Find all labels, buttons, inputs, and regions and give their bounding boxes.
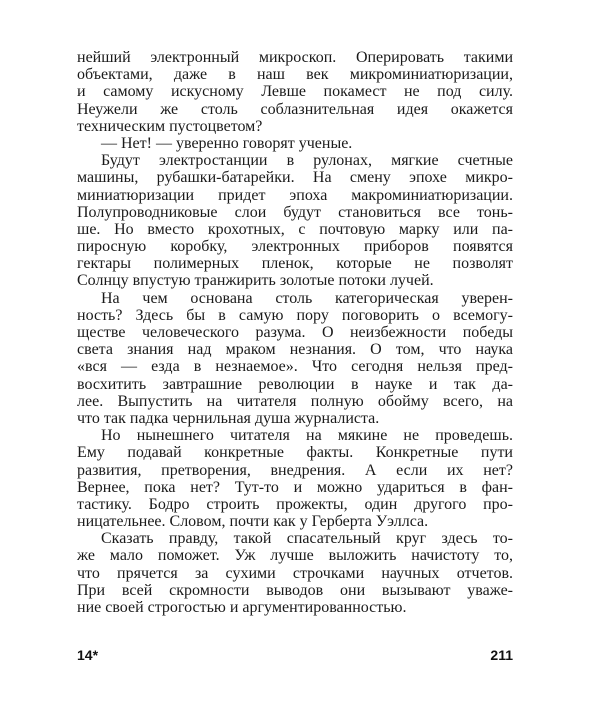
text-line: техническим пустоцветом? xyxy=(77,117,263,135)
text-line: лее. Выпустить на читателя полную обойму всего, на xyxy=(77,392,513,410)
text-line: «вся — езда в незнаемое». Что сегодня нельзя пред- xyxy=(77,358,513,376)
text-line: объектами, даже в наш век микроминиатюризации, xyxy=(77,66,513,84)
text-line: ние своей строгостью и аргументированностью. xyxy=(77,599,407,616)
text-line: тастику. Бодро строить прожекты, один другого про- xyxy=(77,495,513,513)
text-line: Сказать правду, такой спасательный круг здесь то- xyxy=(101,530,513,548)
text-line: пиросную коробку, электронных приборов появятся xyxy=(77,238,513,256)
text-line: Но нынешнего читателя на мякине не проведешь. xyxy=(101,427,513,445)
text-line: и самому искусному Левше покамест не под силу. xyxy=(77,83,513,101)
text-line: Полупроводниковые слои будут становиться все тонь- xyxy=(77,203,513,221)
text-line: нейший электронный микроскоп. Оперировать такими xyxy=(77,49,513,66)
text-line: На чем основана столь категорическая уверен- xyxy=(101,289,513,307)
text-line: миниатюризации придет эпоха макроминиатюризации. xyxy=(77,186,513,204)
text-line: же мало поможет. Уж лучше выложить начистоту то, xyxy=(77,547,513,565)
text-line: ществе человеческого разума. О неизбежности победы xyxy=(77,324,513,341)
text-line: При всей скромности выводов они вызывают уваже- xyxy=(77,581,513,599)
text-line: ше. Но вместо крохотных, с почтовую марку или па- xyxy=(77,220,513,238)
text-line: Ему подавай конкретные факты. Конкретные пути xyxy=(77,444,513,462)
text-line: что так падка чернильная душа журналиста. xyxy=(77,409,380,427)
text-line: ность? Здесь бы в самую пору поговорить о всемогу- xyxy=(77,306,513,324)
text-line: развития, претворения, внедрения. А если их нет? xyxy=(77,461,513,479)
text-line: Вернее, пока нет? Тут-то и можно удариться в фан- xyxy=(77,478,513,496)
text-line: Неужели же столь соблазнительная идея окажется xyxy=(77,100,513,118)
page-number: 211 xyxy=(490,647,513,663)
text-line: — Нет! — уверенно говорят ученые. xyxy=(101,134,353,152)
text-line: света знания над мраком незнания. О том, что наука xyxy=(77,341,513,359)
text-line: гектары полимерных пленок, которые не позволят xyxy=(77,255,513,273)
text-line: Солнцу впустую транжирить золотые потоки лучей. xyxy=(77,272,434,290)
text-line: ницательнее. Словом, почти как у Герберта Уэллса. xyxy=(77,513,429,531)
text-line: Будут электростанции в рулонах, мягкие счетные xyxy=(101,152,513,170)
text-line: что прячется за сухими строчками научных отчетов. xyxy=(77,564,513,582)
text-line: машины, рубашки-батарейки. На смену эпохе микро- xyxy=(77,169,513,187)
text-line: восхитить завтрашние революции в науке и так да- xyxy=(77,375,513,393)
page-body xyxy=(77,49,513,616)
signature-mark: 14* xyxy=(77,647,99,663)
